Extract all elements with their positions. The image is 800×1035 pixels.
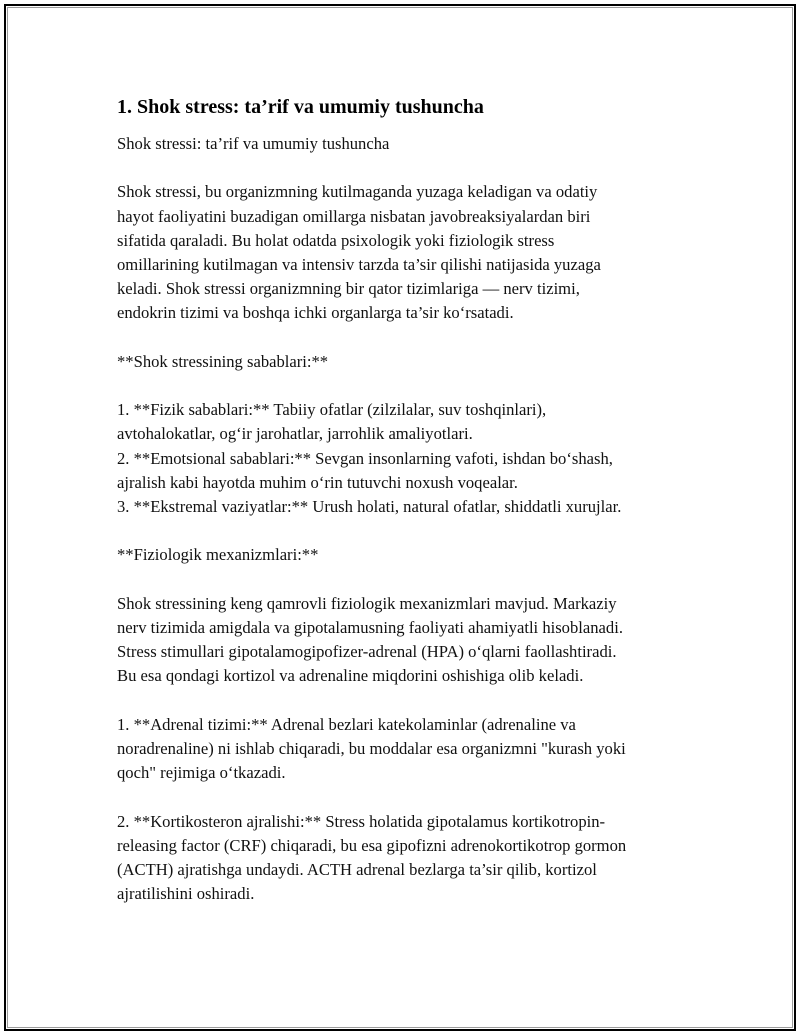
causes-list [117,398,692,519]
section-heading: 1. Shok stress: ta’rif va umumiy tushuncha [117,96,484,118]
causes-line: 2. **Emotsional sabablari:** Sevgan insonlarning vafoti, ishdan bo‘shash, [117,448,613,468]
adrenal-line: noradrenaline) ni ishlab chiqaradi, bu moddalar esa organizmni "kurash yoki [117,738,626,758]
mechanisms-line: Shok stressining keng qamrovli fiziologik mexanizmlari mavjud. Markaziy [117,593,617,613]
mechanisms-line: Bu esa qondagi kortizol va adrenaline miqdorini oshishiga olib keladi. [117,666,584,686]
corticosteron-line: (ACTH) ajratishga undaydi. ACTH adrenal bezlarga ta’sir qilib, kortizol [117,859,597,879]
mechanisms-heading-paragraph [117,543,692,567]
causes-heading-paragraph [117,350,692,374]
adrenal-line: qoch" rejimiga o‘tkazadi. [117,763,286,783]
intro-line: endokrin tizimi va boshqa ichki organlarga ta’sir ko‘rsatadi. [117,303,514,323]
corticosteron-line: ajratilishini oshiradi. [117,884,255,904]
subtitle-line: Shok stressi: ta’rif va umumiy tushuncha [117,134,390,153]
intro-line: hayot faoliyatini buzadigan omillarga nisbatan javobreaksiyalardan biri [117,206,591,226]
causes-heading: **Shok stressining sabablari:** [117,351,329,371]
causes-line: 1. **Fizik sabablari:** Tabiiy ofatlar (zilzilalar, suv toshqinlari), [117,400,547,420]
mechanisms-line: nerv tizimida amigdala va gipotalamusning faoliyati ahamiyatli hisoblanadi. [117,617,623,637]
intro-line: Shok stressi, bu organizmning kutilmaganda yuzaga keladigan va odatiy [117,182,598,202]
adrenal-paragraph [117,713,692,786]
intro-line: omillarining kutilmagan va intensiv tarzda ta’sir qilishi natijasida yuzaga [117,255,601,274]
intro-line: keladi. Shok stressi organizmning bir qator tizimlariga — nerv tizimi, [117,279,580,299]
corticosteron-line: 2. **Kortikosteron ajralishi:** Stress holatida gipotalamus kortikotropin- [117,811,606,831]
document-body [117,94,692,906]
intro-paragraph [117,180,692,325]
corticosteron-paragraph [117,810,692,907]
adrenal-line: 1. **Adrenal tizimi:** Adrenal bezlari katekolaminlar (adrenaline va [117,714,576,734]
mechanisms-line: Stress stimullari gipotalamogipofizer-adrenal (HPA) o‘qlarni faollashtiradi. [117,642,617,662]
subtitle-paragraph [117,132,692,156]
causes-line: 3. **Ekstremal vaziyatlar:** Urush holati, natural ofatlar, shiddatli xurujlar. [117,497,622,516]
causes-line: ajralish kabi hayotda muhim o‘rin tutuvchi noxush voqealar. [117,472,518,492]
corticosteron-line: releasing factor (CRF) chiqaradi, bu esa gipofizni adrenokortikotrop gormon [117,835,627,855]
causes-line: avtohalokatlar, og‘ir jarohatlar, jarrohlik amaliyotlari. [117,424,473,444]
mechanisms-heading: **Fiziologik mexanizmlari:** [117,545,319,565]
mechanisms-intro-paragraph [117,592,692,689]
intro-line: sifatida qaraladi. Bu holat odatda psixologik yoki fiziologik stress [117,230,555,250]
